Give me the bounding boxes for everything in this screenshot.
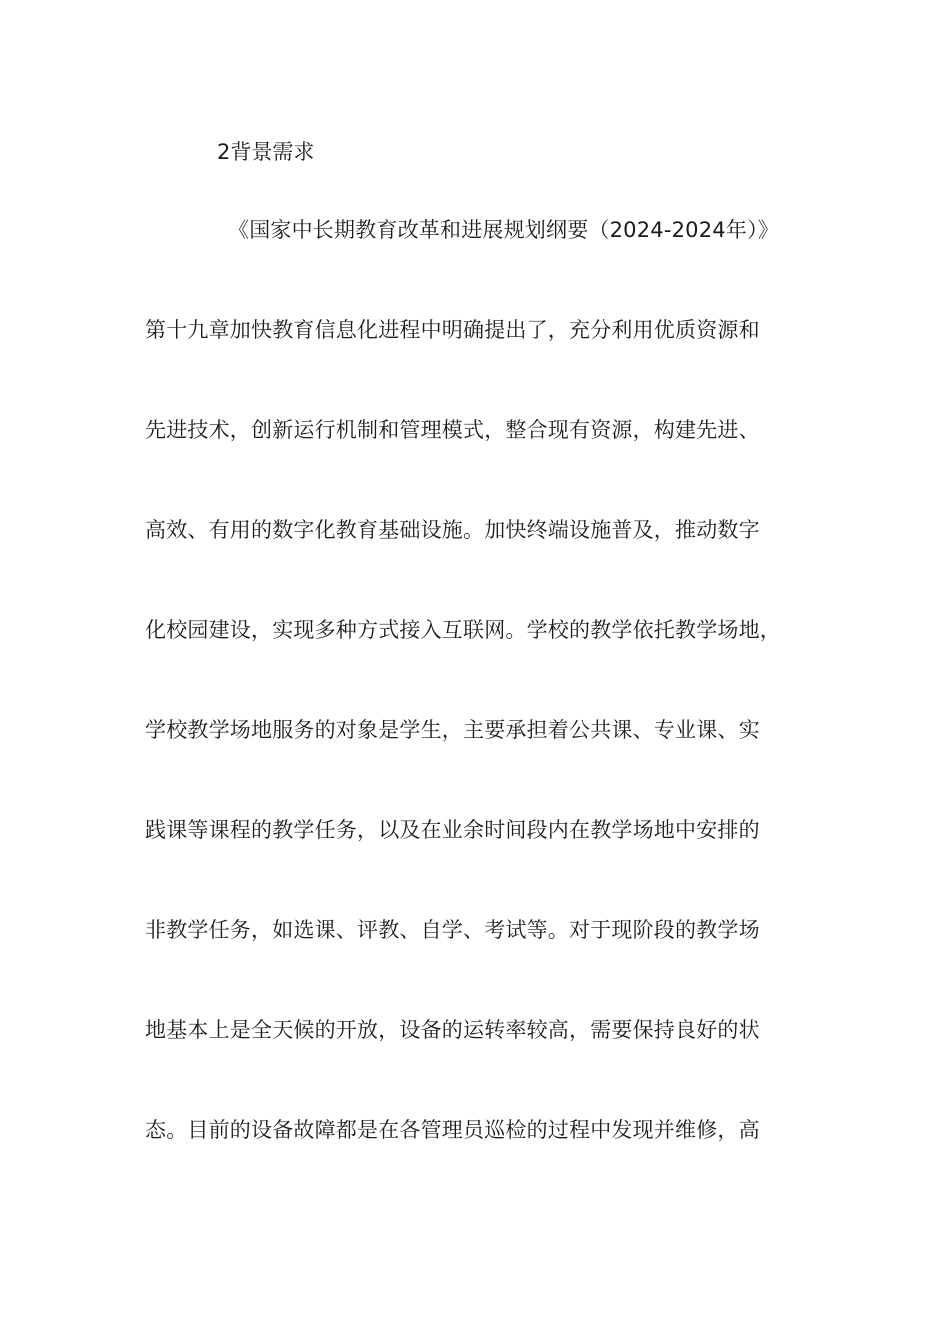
section-heading: 2背景需求 [217, 140, 315, 164]
paragraph-line: 地基本上是全天候的开放，设备的运转率较高，需要保持良好的状 [145, 1018, 760, 1042]
paragraph-line: 践课等课程的教学任务，以及在业余时间段内在教学场地中安排的 [145, 818, 760, 842]
paragraph-line: 高效、有用的数字化教育基础设施。加快终端设施普及，推动数字 [145, 518, 760, 542]
paragraph-line: 第十九章加快教育信息化进程中明确提出了，充分利用优质资源和 [145, 318, 760, 342]
paragraph-line: 化校园建设，实现多种方式接入互联网。学校的教学依托教学场地， [145, 618, 781, 642]
paragraph-line: 态。目前的设备故障都是在各管理员巡检的过程中发现并维修，高 [145, 1118, 760, 1142]
paragraph-line: 《国家中长期教育改革和进展规划纲要（2024-2024年）》 [228, 218, 779, 242]
paragraph-line: 非教学任务，如选课、评教、自学、考试等。对于现阶段的教学场 [145, 918, 760, 942]
paragraph-line: 先进技术，创新运行机制和管理模式，整合现有资源，构建先进、 [145, 418, 760, 442]
paragraph-line: 学校教学场地服务的对象是学生，主要承担着公共课、专业课、实 [145, 718, 760, 742]
